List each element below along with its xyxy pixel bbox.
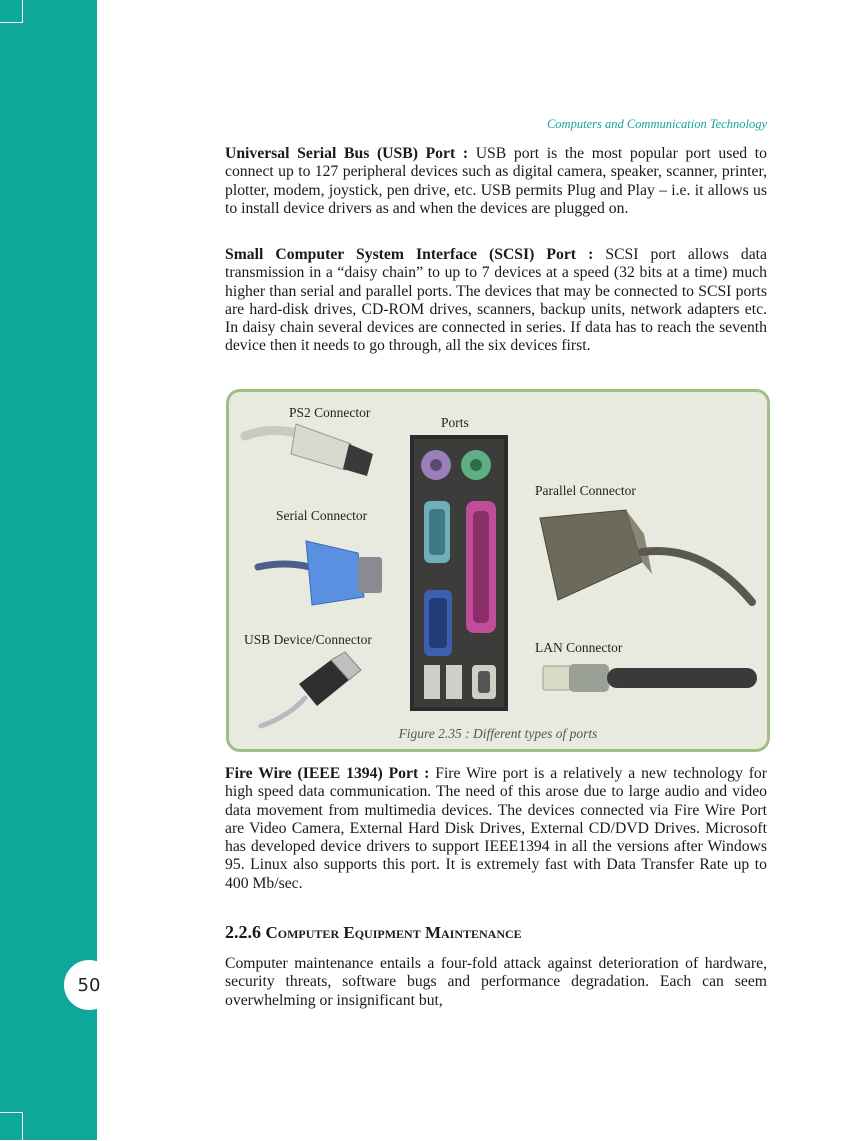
firewire-port-text: Fire Wire port is a relatively a new technology for high speed data communication. The need of this arose due to large audio and video data movement from multimedia devices. The devices connected via Fire Wire Port are Video Camera, External Hard Disk Drives, External CD/DVD Drives. Microsoft has developed device drivers to support IEEE1394 in all the versions after Windows 95. Linux also supports this port. It is extremely fast with Data Transfer Rate up to 400 Mb/sec. (225, 765, 767, 892)
ps2-connector-label: PS2 Connector (289, 405, 371, 420)
ports-label: Ports (441, 415, 469, 430)
paragraph-firewire-port (225, 765, 767, 893)
section-number: 2.2.6 (225, 922, 261, 942)
page-number: 50 (64, 960, 114, 1010)
usb-connector-label: USB Device/Connector (244, 632, 372, 647)
paragraph-maintenance (225, 955, 767, 1010)
crop-mark-top (0, 0, 23, 23)
scsi-port-term: Small Computer System Interface (SCSI) Port : (225, 246, 594, 263)
serial-connector-image (254, 527, 389, 615)
figure-caption: Figure 2.35 : Different types of ports (398, 726, 598, 741)
ports-panel-image (410, 435, 510, 711)
parallel-connector-label: Parallel Connector (535, 483, 636, 498)
usb-port-term: Universal Serial Bus (USB) Port : (225, 145, 469, 162)
paragraph-scsi-port (225, 246, 767, 356)
maintenance-text: Computer maintenance entails a four-fold attack against deterioration of hardware, security threats, software bugs and performance degradation. Each can seem overwhelming or insignificant but, (225, 955, 767, 1009)
ps2-connector-image (241, 414, 381, 484)
usb-port-text: USB port is the most popular port used to connect up to 127 peripheral devices such as digital camera, speaker, scanner, printer, plotter, modem, joystick, pen drive, etc. USB permits Plug and Play – i.e. it allows us to install device drivers as and when the devices are plugged on. (225, 145, 768, 217)
running-head: Computers and Communication Technology (546, 117, 767, 131)
scsi-port-text: SCSI port allows data transmission in a “daisy chain” to up to 7 devices at a speed (32 bits at a time) much higher than serial and parallel ports. The devices that may be connected to SCSI ports are hard-disk drives, CD-ROM drives, scanners, backup units, network adapters etc. In daisy chain several devices are connected in series. If data has to reach the seventh device then it needs to go through, all the six devices first. (225, 246, 767, 355)
firewire-port-term: Fire Wire (IEEE 1394) Port : (225, 765, 430, 782)
serial-connector-label: Serial Connector (276, 508, 368, 523)
parallel-connector-image (534, 504, 759, 619)
lan-connector-label: LAN Connector (535, 640, 623, 655)
section-heading (225, 922, 522, 943)
lan-connector-image (539, 660, 761, 700)
paragraph-usb-port (225, 145, 767, 218)
section-title: Computer Equipment Maintenance (265, 923, 522, 942)
crop-mark-bottom (0, 1112, 23, 1141)
usb-connector-image (259, 650, 369, 730)
ports-figure (226, 389, 770, 752)
